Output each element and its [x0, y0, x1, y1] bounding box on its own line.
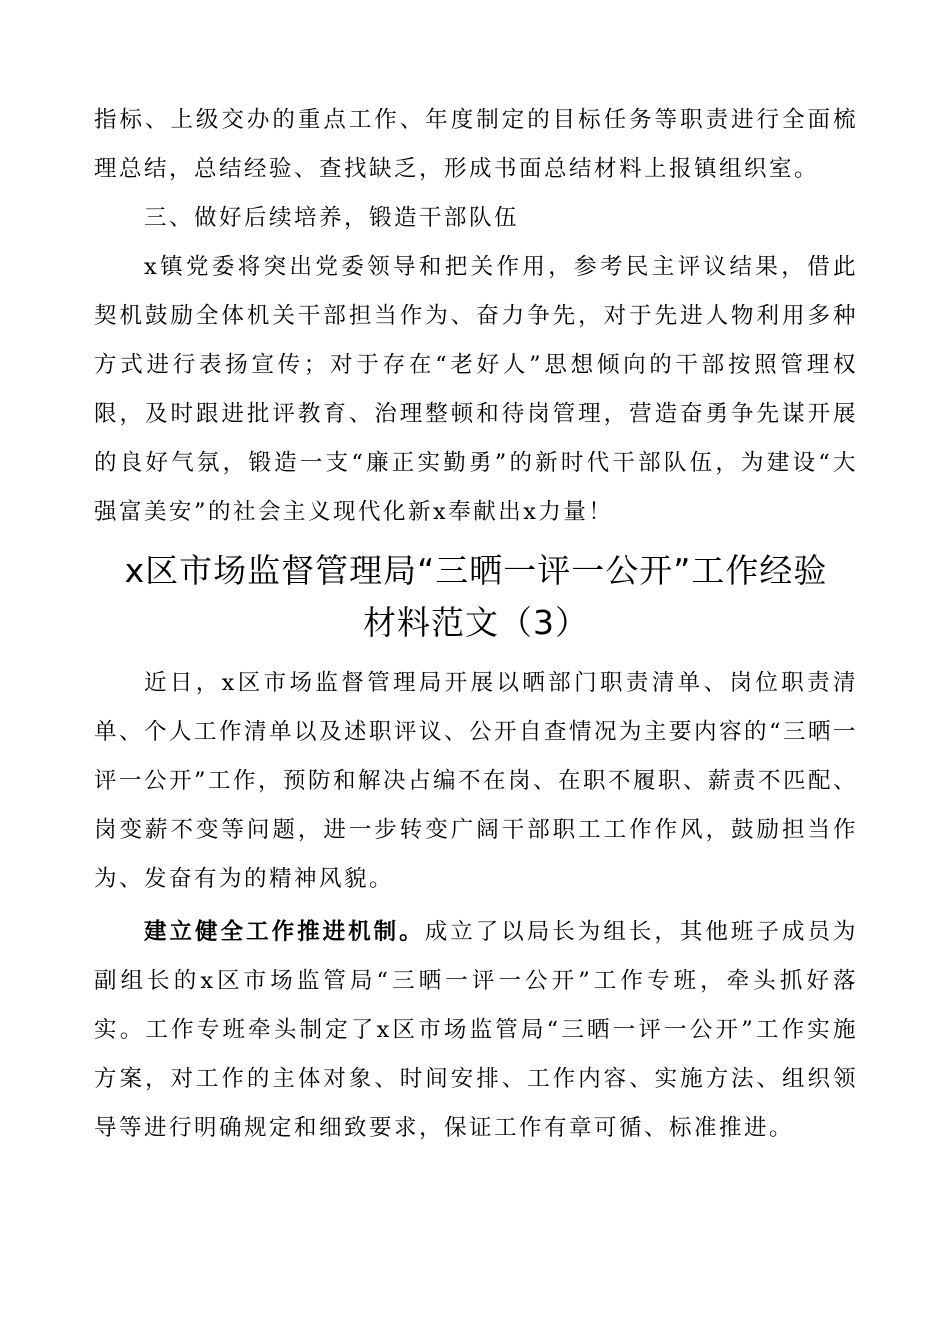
article-title-line1: x区市场监督管理局“三晒一评一公开”工作经验 [124, 551, 828, 590]
point1-body: 成立了以局长为组长，其他班子成员为副组长的x区市场监管局“三晒一评一公开”工作专班，牵头抓好落实。工作专班牵头制定了x区市场监管局“三晒一评一公开”工作实施方案，对工作的主体对象、时间安排、工作内容、实施方法、组织领导等进行明确规定和细致要求，保证工作有章可循、标准推进。 [94, 919, 858, 1141]
article-title [94, 545, 858, 649]
continuation-paragraph: 指标、上级交办的重点工作、年度制定的目标任务等职责进行全面梳理总结，总结经验、查找缺乏，形成书面总结材料上报镇组织室。 [94, 107, 858, 182]
point1-lead: 建立健全工作推进机制。 [144, 919, 425, 945]
section-body-paragraph: x镇党委将突出党委领导和把关作用，参考民主评议结果，借此契机鼓励全体机关干部担当作为、奋力争先，对于先进人物利用多种方式进行表扬宣传；对于存在“老好人”思想倾向的干部按照管理权限，及时跟进批评教育、治理整顿和待岗管理，营造奋勇争先谋开展的良好气氛，锻造一支“廉正实勤勇”的新时代干部队伍，为建设“大强富美安”的社会主义现代化新x奉献出x力量！ [94, 254, 858, 525]
section-heading: 三、做好后续培养，锻造干部队伍 [144, 205, 520, 231]
article-title-line2: 材料范文（3） [363, 603, 589, 642]
intro-paragraph: 近日，x区市场监督管理局开展以晒部门职责清单、岗位职责清单、个人工作清单以及述职评议、公开自查情况为主要内容的“三晒一评一公开”工作，预防和解决占编不在岗、在职不履职、薪责不匹配、岗变薪不变等问题，进一步转变广阔干部职工工作作风，鼓励担当作为、发奋有为的精神风貌。 [94, 670, 859, 892]
document-page [94, 96, 858, 1153]
point1-paragraph [94, 908, 858, 1153]
